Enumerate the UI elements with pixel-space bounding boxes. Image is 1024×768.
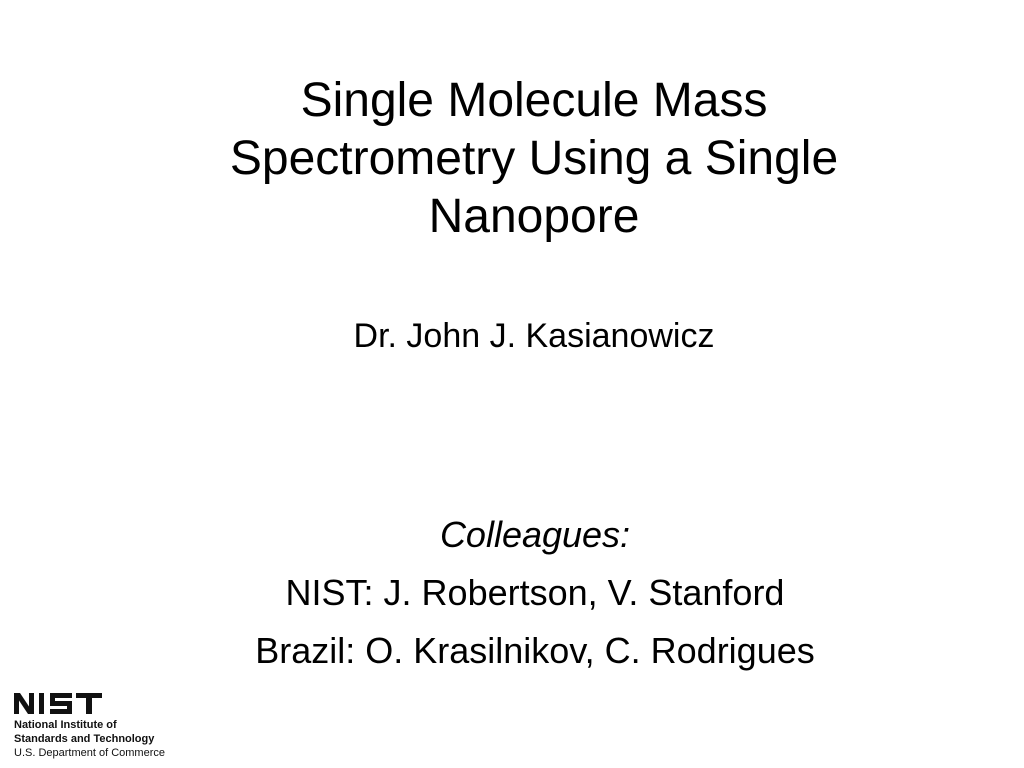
title-line-1: Single Molecule Mass [300,74,768,127]
colleagues-line-nist: NIST: J. Robertson, V. Stanford [285,572,785,613]
colleagues-heading: Colleagues: [439,514,631,555]
nist-line-1: National Institute of [14,719,117,731]
nist-subtitle [14,718,165,760]
colleagues-block [80,506,990,680]
nist-line-3: U.S. Department of Commerce [14,747,165,759]
nist-line-2: Standards and Technology [14,733,155,745]
colleagues-line-brazil: Brazil: O. Krasilnikov, C. Rodrigues [255,630,815,671]
presenter-name: Dr. John J. Kasianowicz [353,317,715,355]
nist-logo [14,690,184,762]
title-line-3: Nanopore [428,190,640,243]
title-line-2: Spectrometry Using a Single [229,132,839,185]
slide-title [112,72,956,246]
nist-wordmark-icon [14,690,114,716]
